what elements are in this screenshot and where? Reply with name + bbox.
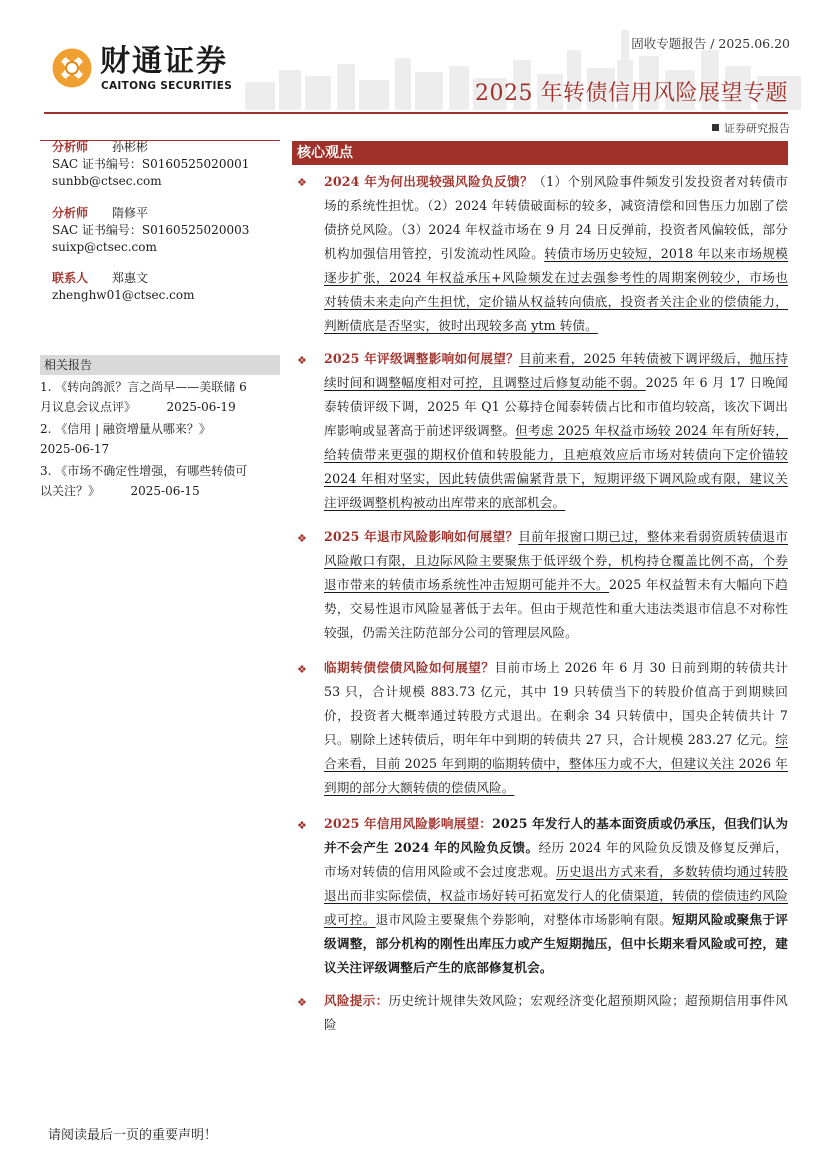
diamond-bullet-icon: ❖: [297, 354, 307, 367]
section-text: （1）个别风险事件频发引发投资者对转债市场的系统性担忧。（2）2024 年转债破面标的较多，减资清偿和回售压力加剧了偿债挤兑风险。（3）2024 年权益市场在 9 月 24 日反弹前，投资者风偏较低，部分机构加强信用管控，引发流动性风险。: [324, 174, 788, 261]
related-report-line: 2. 《信用 | 融资增量从哪来？》: [40, 422, 211, 436]
section-text: 2025 年权益暂未有大幅向下趋势，交易性退市风险显著低于去年。但由于规范性和重大违法类退市信息不对称性较强，仍需关注防范部分公司的管理层风险。: [324, 577, 789, 640]
core-section-2: [324, 347, 788, 515]
section-bold-text: 短期风险或聚焦于评级调整，部分机构的刚性出库压力或产生短期抛压，但中长期来看风险或可控，建议关注评级调整后产生的底部修复机会。: [324, 912, 788, 975]
related-report-item[interactable]: [40, 377, 280, 417]
section-text: 2025 年 6 月 17 日晚闻泰转债评级下调，2025 年 Q1 公募持仓闻泰转债占比和市值均较高，该次下调出库影响或显著高于前述评级调整。: [324, 375, 788, 438]
contact-block: [52, 270, 284, 304]
related-report-item[interactable]: [40, 461, 280, 501]
section-text: 经历 2024 年的风险负反馈及修复反弹后，市场对转债的信用风险或不会过度悲观。: [324, 840, 788, 879]
analyst-email[interactable]: suixp@ctsec.com: [52, 240, 157, 254]
analyst-sac: SAC 证书编号：S0160525020003: [52, 223, 250, 237]
analyst-role: 分析师: [52, 140, 89, 154]
section-underlined-text: 历史退出方式来看，多数转债均通过转股退出而非实际偿债，权益市场好转可拓宽发行人的化债渠道，转债的偿债违约风险或可控。: [324, 864, 788, 927]
analyst-name: 孙彬彬: [112, 140, 149, 154]
section-heading: 2024 年为何出现较强风险负反馈？: [324, 174, 534, 189]
diamond-bullet-icon: ❖: [297, 532, 307, 545]
section-bold-text: 2025 年发行人的基本面资质或仍承压，但我们认为并不会产生 2024 年的风险负反馈。: [324, 816, 789, 855]
section-text: 目前市场上 2026 年 6 月 30 日前到期的转债共计 53 只，合计规模 883.73 亿元，其中 19 只转债当下的转股价值高于到期赎回价，投资者大概率通过转股方式退出。在剩余 34 只转债中，国央企转债共计 7 只。剔除上述转债后，明年年中到期的转债共 27 只，合计规模 283.27 亿元。: [324, 660, 788, 747]
core-section-5: [324, 812, 788, 980]
analyst-block-1: [52, 139, 284, 190]
section-heading: 2025 年评级调整影响如何展望？: [324, 351, 520, 366]
report-title: 2025 年转债信用风险展望专题: [475, 81, 788, 106]
risk-warning: [324, 989, 788, 1037]
diamond-bullet-icon: ❖: [297, 663, 307, 676]
contact-email[interactable]: zhenghw01@ctsec.com: [52, 288, 195, 302]
contact-role: 联系人: [52, 271, 89, 285]
analyst-email[interactable]: sunbb@ctsec.com: [52, 174, 162, 188]
diamond-bullet-icon: ❖: [297, 996, 307, 1009]
square-icon: [712, 124, 719, 131]
section-text: 历史统计规律失效风险；宏观经济变化超预期风险；超预期信用事件风险: [324, 993, 789, 1032]
contact-name: 郑惠文: [112, 271, 149, 285]
related-report-line: 以关注？》 2025-06-15: [40, 484, 200, 498]
footer-disclaimer: 请阅读最后一页的重要声明！: [48, 1128, 218, 1143]
section-underlined-text: 目前年报窗口期已过，整体来看弱资质转债退市风险敞口有限，且边际风险主要聚焦于低评级个券，机构持仓覆盖比例不高，个券退市带来的转债市场系统性冲击短期可能并不大。: [324, 529, 788, 592]
diamond-bullet-icon: ❖: [297, 176, 307, 189]
core-view-bar: [292, 141, 788, 165]
core-section-1: [324, 170, 788, 338]
section-underlined-text: 但考虑 2025 年权益市场较 2024 年有所好转，给转债带来更强的期权价值和转股能力，且疤痕效应后市场对转债向下定价锚较 2024 年相对坚实，因此转债供需偏紧背景下，短期评级下调风险或有限，建议关注评级调整机构被动出库带来的底部机会。: [324, 423, 788, 510]
related-report-line: 1. 《转向鸽派？言之尚早——美联储 6: [40, 380, 247, 394]
section-heading: 2025 年信用风险影响展望：: [324, 816, 493, 831]
section-heading: 临期转债偿债风险如何展望？: [324, 660, 495, 675]
analyst-role: 分析师: [52, 206, 89, 220]
section-underlined-text: 转债市场历史较短，2018 年以来市场规模逐步扩张，2024 年权益承压+风险频发在过去强参考性的周期案例较少，市场也对转债未来走向产生担忧，定价锚从权益转向债底，投资者关注企业的偿债能力，判断债底是否坚实，彼时出现较多高 ytm 转债。: [324, 246, 789, 333]
related-report-line: 月议息会议点评》 2025-06-19: [40, 400, 236, 414]
core-view-title: 核心观点: [297, 145, 353, 161]
related-report-item[interactable]: [40, 419, 280, 459]
report-type-text: 证券研究报告: [724, 122, 790, 135]
section-underlined-text: 综合来看，目前 2025 年到期的临期转债中，整体压力或不大，但建议关注 2026 年到期的部分大额转债的偿债风险。: [324, 732, 788, 795]
analyst-sac: SAC 证书编号：S0160525020001: [52, 157, 250, 171]
section-heading: 风险提示：: [324, 993, 389, 1008]
caitong-logo-icon: [52, 48, 92, 88]
logo-text-cn: 财通证券: [100, 44, 228, 79]
analyst-block-2: [52, 205, 284, 256]
report-meta: 固收专题报告 / 2025.06.20: [631, 36, 790, 51]
section-heading: 2025 年退市风险影响如何展望？: [324, 529, 519, 544]
related-report-line: 2025-06-17: [40, 442, 110, 456]
logo-text-en: CAITONG SECURITIES: [101, 80, 233, 92]
section-text: 退市风险主要聚焦个券影响，对整体市场影响有限。: [375, 912, 673, 927]
section-underlined-text: 目前来看，2025 年转债被下调评级后，抛压持续时间和调整幅度相对可控，且调整过后修复动能不弱。: [324, 351, 789, 390]
core-section-3: [324, 525, 788, 645]
related-reports-header: 相关报告: [40, 355, 280, 375]
header-divider: [44, 112, 788, 114]
diamond-bullet-icon: ❖: [297, 819, 307, 832]
related-report-line: 3. 《市场不确定性增强，有哪些转债可: [40, 464, 248, 478]
related-reports-list: [40, 377, 280, 501]
analyst-name: 隋修平: [112, 206, 149, 220]
core-section-4: [324, 656, 788, 800]
report-type-label: [712, 120, 790, 136]
